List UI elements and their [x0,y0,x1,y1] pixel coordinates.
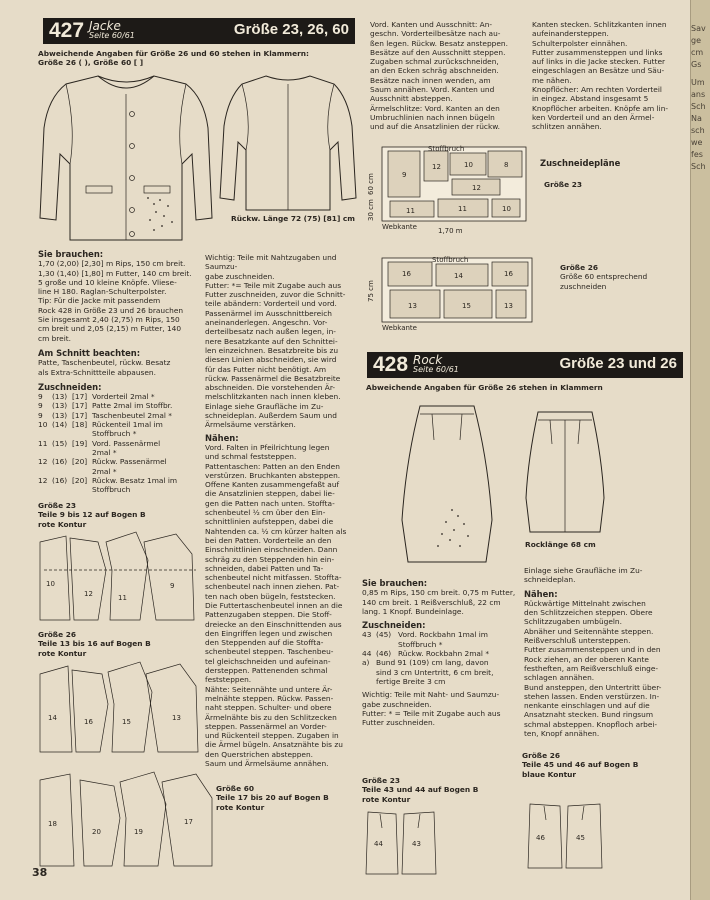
interfacing-line: Einlage siehe Graufläche im Zu- [524,566,643,575]
svg-text:10: 10 [464,161,473,169]
skirt-size23-label [362,776,478,804]
cutting-cell: 9 [38,410,43,420]
instruction-line: Reißverschluß untersteppen. [524,636,631,646]
instruction-line: schenbeutel ½ cm über den Ein- [205,508,326,518]
sheet-info: Teile 9 bis 12 auf Bogen B [38,510,146,520]
size23-label [38,501,146,529]
sheet-info: Teile 17 bis 20 auf Bogen B [216,793,329,803]
instruction-line: me nähen. [532,75,572,85]
instruction-line: festheften, am Reißverschluß einge- [524,663,659,673]
instruction-line: geschn. Vorderteilbesätze nach au- [370,29,501,39]
materials-heading: Sie brauchen: [362,578,428,588]
skirt-pieces-size26 [524,798,608,870]
instruction-line: schnittlinien aufsteppen, dabei die [205,517,334,527]
cutting-row [38,448,200,457]
instruction-line: Knopflöcher arbeiten. Knöpfe am lin- [532,103,669,113]
cutting-heading: Zuschneiden: [362,620,426,631]
pattern-name: Rock [413,353,443,367]
cutting-row [38,401,200,410]
instruction-line: und schmal feststeppen. [205,452,297,462]
cutting-cell: Vord. Rockbahn 1mal im [398,630,488,640]
selvage-label: Webkante [382,223,417,231]
svg-text:12: 12 [432,163,441,171]
column-427-left [38,250,200,494]
piece-number: 14 [48,714,57,722]
instruction-line: ten nach oben bügeln, feststecken. [205,591,336,601]
cutting-plan-size26 [368,254,534,334]
selvage-label: Webkante [382,324,417,332]
instruction-line: Futter: *= Teile mit Zugabe auch aus [205,280,342,290]
instruction-line: dreiecke an den Einschnittenden aus [205,619,342,629]
instruction-line: den Steppenden auf die Stoffta- [205,638,324,648]
edge-text: sch [691,126,705,135]
piece-number: 19 [134,828,143,836]
piece-number: 12 [84,590,93,598]
cutting-cell: 9 [38,401,43,411]
materials-heading: Sie brauchen: [38,249,104,259]
cutting-cell: Rückenteil 1mal im [92,420,163,430]
cut-note-heading: Am Schnitt beachten: [38,347,141,358]
cutting-cell: Rückw. Besatz 1mal im [92,475,178,485]
instruction-line: Offene Kanten zusammengefaßt auf [205,480,340,490]
instruction-line: diesen Linien abschneiden, sie wird [205,355,337,365]
cutting-cell: [19] [72,438,88,448]
instruction-line: auf links in die Jacke stecken. Futter [532,57,666,67]
edge-text: Sch [691,162,706,171]
pattern-number: 427 [49,19,85,42]
skirt-back-drawing [520,408,610,536]
cutting-cell: (13) [52,401,68,411]
cutting-cell: Stoffbruch * [92,429,137,439]
instruction-line: schenbeutel nicht mitfassen. Stoffta- [205,573,342,583]
cutting-cell: 44 [362,649,372,659]
edge-text: fes [691,150,703,159]
cutting-cell: 12 [38,475,48,485]
instruction-line: derteilbesatz nach außen legen, in- [205,327,336,337]
edge-text: Sch [691,102,706,111]
cut-note-line: als Extra-Schnittteile abpausen. [38,367,156,377]
cutting-row [38,439,200,448]
instruction-line: dersteppen. Pattenenden schmal [205,666,328,676]
instruction-line: schmal absteppen. Knopfloch arbei- [524,719,658,729]
cutting-cell: [20] [72,457,88,467]
cutting-cell: [17] [72,410,88,420]
cutting-cell: Rückw. Passenärmel [92,457,167,467]
cutting-row [362,640,522,649]
instruction-line: und Rückenteil steppen. Zugaben in [205,731,339,741]
svg-text:10: 10 [502,205,511,213]
svg-text:11: 11 [406,207,415,215]
cutting-cell: Vorderteil 2mal * [92,392,155,402]
instruction-line: nenkante einschlagen und auf die [524,701,650,711]
instruction-line: gen die Patten nach unten. Stoffta- [205,498,335,508]
svg-text:13: 13 [504,302,513,310]
instruction-line: schenbeutel nach innen ziehen. Pat- [205,582,340,592]
cutting-cell: a) [362,658,370,668]
size-title: Größe 23 [38,501,76,510]
size-title: Größe 26 [522,751,560,760]
instruction-line: die Ärmel bügeln. Ansatznähte bis zu [205,740,343,750]
edge-text: Um [691,78,705,87]
cutting-row [38,476,200,485]
materials-line: 1,70 (2,00) [2,30] m Rips, 150 cm breit. [38,259,186,269]
cutting-list [38,392,200,494]
tip-line: Sie insgesamt 2,40 (2,75) m Rips, 150 [38,315,180,325]
piece-number: 18 [48,820,57,828]
svg-text:12: 12 [472,184,481,192]
instruction-line: Pattentaschen: Patten an den Enden [205,461,340,471]
instruction-line: Schlitzzugaben umbügeln. [524,617,622,627]
instruction-line: rückw. Passenärmel die Besatzbreite [205,373,341,383]
sheet-info: Teile 43 und 44 auf Bogen B [362,785,479,795]
important-line: Wichtig: Teile mit Naht- und Saumzu- [362,690,500,700]
contour-info: rote Kontur [362,794,411,804]
piece-number: 20 [92,828,101,836]
cutting-cell: fertige Breite 3 cm [376,676,446,686]
instruction-line: schräg zu den Steppenden hin ein- [205,554,335,564]
materials-line: lang. 1 Knopf. Bundeinlage. [362,606,464,616]
column-428-left [362,579,522,727]
piece-number: 13 [172,714,181,722]
cutting-row [362,677,522,686]
cutting-plans-heading: Zuschneidepläne [540,158,621,168]
instruction-line: ten, Knopf annähen. [524,729,600,739]
instruction-line: an den Ecken schräg abschneiden. [370,66,499,76]
instruction-line: schneideplan. Außerdem Saum und [205,411,337,421]
column-428-right [524,566,684,738]
contour-info: rote Kontur [38,648,87,658]
instruction-line: Einschnittlinien einschneiden. Dann [205,545,338,555]
instruction-line: die Ansatzlinien steppen, dabei lie- [205,489,335,499]
instruction-line: Besätze nach innen wenden, am [370,75,491,85]
pieces-size23 [36,530,200,625]
svg-text:15: 15 [462,302,471,310]
svg-text:16: 16 [402,270,411,278]
instruction-line: schenbeutel steppen. Taschenbeu- [205,647,334,657]
svg-text:8: 8 [504,161,509,169]
column-427-right [370,20,520,132]
important-line: gabe zuschneiden. [362,699,432,709]
instruction-line: schlagen annähen. [524,673,595,683]
instruction-line: Zugaben schmal zurückschneiden, [370,57,499,67]
size-note: Abweichende Angaben für Größe 26 stehen in Klammern [366,383,603,392]
plan-note: zuschneiden [560,281,607,291]
size-note: Abweichende Angaben für Größe 26 und 60 stehen in Klammern: Größe 26 ( ), Größe 60 [ ] [38,49,310,68]
cutting-row [362,649,522,658]
cutting-cell: 9 [38,392,43,402]
cutting-cell: (46) [376,649,392,659]
cutting-cell: (16) [52,457,68,467]
instruction-line: melschlitzkanten nach innen kleben. [205,392,341,402]
piece-number: 11 [118,594,127,602]
cutting-row [362,668,522,677]
instruction-line: in eingez. Abstand insgesamt 5 [532,94,649,104]
instruction-line: Pattenzugaben steppen. Die Stoff- [205,610,332,620]
pattern-number: 428 [373,353,409,376]
materials-line: line H 180. Raglan-Schulterpolster. [38,287,167,297]
edge-text: ans [691,90,706,99]
piece-number: 10 [46,580,55,588]
instruction-line: Rock ziehen, an der oberen Kante [524,654,649,664]
edge-text: we [691,138,703,147]
fabric-width-label: 75 cm [367,280,375,302]
tip-line: cm breit. [38,333,72,343]
cutting-cell: Vord. Passenärmel [92,438,161,448]
next-page-edge [690,0,710,900]
cutting-cell: (15) [52,438,68,448]
instruction-line: Ärmelsäume verstärken. [205,420,296,430]
pattern-428-header [367,352,683,378]
instruction-line: Die Futtertaschenbeutel innen an die [205,600,343,610]
cutting-row [362,658,522,667]
instruction-line: Nahtenden ca. ½ cm kürzer halten als [205,526,347,536]
instruction-line: verstürzen. Bruchkanten absteppen. [205,470,341,480]
instruction-line: naht steppen. Schulter- und obere [205,703,332,713]
instruction-line: den Schlitzzeichen steppen. Obere [524,608,653,618]
cutting-plan-size23 [368,143,530,237]
pattern-page-ref: Seite 60/61 [89,31,135,40]
piece-number: 44 [374,840,383,848]
cutting-cell: 2mal * [92,466,117,476]
important-line: Futter: * = Teile mit Zugabe auch aus [362,708,501,718]
plan-size23-label: Größe 23 [544,180,582,189]
piece-number: 46 [536,834,545,842]
instruction-line: Rückwärtige Mittelnaht zwischen [524,598,646,608]
cutting-cell: (14) [52,420,68,430]
cutting-cell: Taschenbeutel 2mal * [92,410,172,420]
fabric-width-label: 60 cm [367,173,375,195]
materials-line: 0,85 m Rips, 150 cm breit. 0,75 m Futter, [362,588,516,598]
instruction-line: Einlage siehe Graufläche im Zu- [205,401,324,411]
instruction-line: Schulterpolster einnähen. [532,38,628,48]
instruction-line: für das Futter nicht benötigt. Am [205,364,327,374]
instruction-line: Futter zuschneiden, zuvor die Schnitt- [205,290,346,300]
important-line: Futter zuschneiden. [362,718,435,728]
skirt-pieces-size23 [362,806,442,876]
pattern-sizes: Größe 23 und 26 [559,355,677,372]
plan-size26-label [560,263,647,291]
sheet-info: Teile 13 bis 16 auf Bogen B [38,639,151,649]
instruction-line: Vord. Falten in Pfeilrichtung legen [205,442,330,452]
edge-text: Na [691,114,702,123]
sheet-info: Teile 45 und 46 auf Bogen B [522,760,639,770]
instruction-line: ßen legen. Rückw. Besatz ansteppen. [370,38,508,48]
edge-text: cm [691,48,704,57]
instruction-line: abschneiden. Die vorstehenden Är- [205,383,336,393]
instruction-line: eingeschlagen an Besätze und Säu- [532,66,665,76]
cutting-cell: sind 3 cm Untertritt, 6 cm breit, [376,667,494,677]
instruction-line: steppen. Passenärmel an Vorder- [205,721,327,731]
instruction-line: Umbruchlinien nach innen bügeln [370,112,495,122]
cutting-cell: (45) [376,630,392,640]
cutting-row [38,467,200,476]
instruction-line: ken Vorderteil und an den Ärmel- [532,112,655,122]
instruction-line: Abnäher und Seitennähte steppen. [524,626,654,636]
instruction-line: Futter zusammensteppen und links [532,47,663,57]
instruction-line: Wichtig: Teile mit Nahtzugaben und Saumzu- [205,253,337,272]
contour-info: rote Kontur [216,802,265,812]
instruction-line: aneinanderlegen. Angeschn. Vor- [205,318,328,328]
sewing-steps [524,599,684,738]
column-427-far-right [532,20,682,132]
piece-number: 9 [170,582,175,590]
instruction-line: Saum und Ärmelsäume annähen. [205,759,329,769]
svg-text:11: 11 [458,205,467,213]
contour-info: blaue Kontur [522,769,577,779]
instruction-line: Vord. Kanten und Ausschnitt: An- [370,20,493,29]
piece-number: 43 [412,840,421,848]
piece-number: 16 [84,718,93,726]
instruction-line: tel gleichschneiden und aufeinan- [205,656,331,666]
instruction-line: len einzeichnen. Besatzbreite bis zu [205,345,339,355]
plan-size-title: Größe 26 [560,263,598,272]
instruction-line: schneiden, dabei Patten und Ta- [205,563,324,573]
interfacing-line: schneideplan. [524,575,576,585]
instruction-line: Futter zusammensteppen und in den [524,645,661,655]
cutting-cell: [17] [72,401,88,411]
size26-label [38,630,151,658]
size-title: Größe 23 [362,776,400,785]
piece-number: 45 [576,834,585,842]
cutting-cell: [20] [72,475,88,485]
instruction-line: schlitzen annähen. [532,122,602,132]
tip-line: Tip: Für die Jacke mit passendem [38,296,161,306]
instruction-line: Ansatznaht stecken. Bund ringsum [524,710,654,720]
instruction-line: Kanten stecken. Schlitzkanten innen [532,20,667,29]
contour-info: rote Kontur [38,519,87,529]
edge-text: ge [691,36,701,45]
sewing-heading: Nähen: [524,588,558,599]
instruction-line: Knopflöcher: Am rechten Vorderteil [532,85,662,95]
plan-note: Größe 60 entsprechend [560,272,648,282]
materials-line: 1,30 (1,40) [1,80] m Futter, 140 cm breit. [38,268,192,278]
instruction-line: gabe zuschneiden. [205,271,275,281]
cutting-cell: (13) [52,410,68,420]
svg-text:16: 16 [504,270,513,278]
skirt-size26-label [522,751,638,779]
pattern-427-header [43,18,355,44]
cutting-cell: Bund 91 (109) cm lang, davon [376,658,489,668]
jacket-front-drawing [36,68,216,248]
instruction-line: Besätze auf den Ausschnitt steppen. [370,47,506,57]
instruction-line: Ausschnitt absteppen. [370,94,453,104]
cutting-cell: 43 [362,630,372,640]
instruction-line: den Eingriffen legen und zwischen [205,628,333,638]
sewing-heading: Nähen: [205,432,239,443]
svg-text:13: 13 [408,302,417,310]
back-length-label: Rückw. Länge 72 (75) [81] cm [231,214,355,223]
instruction-line: Nähte: Seitennähte und untere Är- [205,684,333,694]
cutting-cell: (13) [52,392,68,402]
cutting-cell: (16) [52,475,68,485]
cutting-row [38,429,200,438]
page-number: 38 [32,866,48,879]
skirt-front-drawing [392,400,502,568]
cutting-row [38,411,200,420]
pieces-size60 [36,770,216,870]
edge-text: Sav [691,24,706,33]
instruction-line: Bund ansteppen, den Untertritt über- [524,682,662,692]
size60-label [216,784,329,812]
cutting-row [362,630,522,639]
piece-number: 17 [184,818,193,826]
cutting-cell: Stoffbruch * [398,639,443,649]
instruction-line: feststeppen. [205,675,252,685]
instruction-line: und auf die Ansatzlinien der rückw. [370,122,500,132]
svg-text:9: 9 [402,171,407,179]
instruction-line: Ärmelschlitze: Vord. Kanten an den [370,103,500,113]
svg-text:14: 14 [454,272,463,280]
cutting-heading: Zuschneiden: [38,381,102,392]
instruction-line: Passenärmel im Ausschnittbereich [205,308,332,318]
cutting-row [38,420,200,429]
tip-line: Rock 428 in Größe 23 und 26 brauchen [38,305,184,315]
skirt-length-label: Rocklänge 68 cm [525,540,596,549]
jacket-back-drawing [218,70,358,215]
instruction-line: melnähte steppen. Rückw. Passen- [205,693,334,703]
instruction-line: Ärmelnähte bis zu den Schlitzecken [205,712,337,722]
pattern-name: Jacke [89,19,121,33]
fabric-length-label: 1,70 m [438,227,463,235]
cut-note-line: Patte, Taschenbeutel, rückw. Besatz [38,358,171,368]
instruction-line: den Querstrichen absteppen. [205,749,314,759]
cutting-cell: Patte 2mal im Stoffbr. [92,401,173,411]
fabric-width-label: 30 cm [367,199,375,221]
cutting-cell: 11 [38,438,48,448]
cutting-cell: 2mal * [92,447,117,457]
pattern-page-ref: Seite 60/61 [413,365,459,374]
piece-number: 15 [122,718,131,726]
column-427-middle [205,253,355,768]
instruction-line: Saum annähen. Vord. Kanten und [370,85,495,95]
instruction-line: stehen lassen. Enden verstürzen. In- [524,691,660,701]
materials-line: 5 große und 10 kleine Knöpfe. Vliese- [38,277,177,287]
size-title: Größe 60 [216,784,254,793]
instruction-line: nere Besatzkante auf den Schnittei- [205,336,338,346]
cutting-row [38,392,200,401]
cutting-cell: [17] [72,392,88,402]
instruction-line: bei den Patten. Vorderteile an den [205,535,332,545]
cutting-row [38,485,200,494]
instruction-line: aufeinandersteppen. [532,29,609,39]
size-title: Größe 26 [38,630,76,639]
cutting-list [362,630,522,686]
cutting-cell: 10 [38,420,48,430]
edge-text: Gs [691,60,702,69]
cutting-row [38,457,200,466]
fold-label: Stoffbruch [432,256,469,264]
pieces-size26 [36,660,202,755]
cutting-cell: 12 [38,457,48,467]
instruction-line: teile abändern: Vorderteil und vord. [205,299,337,309]
cutting-cell: [18] [72,420,88,430]
cutting-cell: Rückw. Rockbahn 2mal * [398,649,490,659]
tip-line: cm breit und 2,05 (2,15) m Futter, 140 [38,324,182,334]
pattern-sizes: Größe 23, 26, 60 [233,21,349,38]
cutting-cell: Stoffbruch [92,485,131,495]
fold-label: Stoffbruch [428,145,465,153]
materials-line: 140 cm breit. 1 Reißverschluß, 22 cm [362,597,501,607]
